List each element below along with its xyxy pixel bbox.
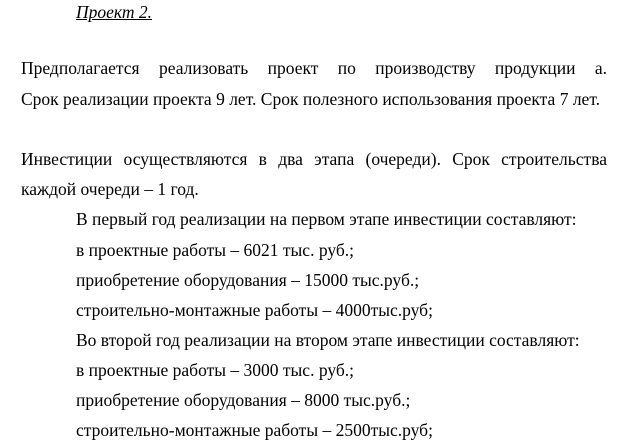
stage1-item: строительно-монтажные работы – 4000тыс.руб; bbox=[76, 300, 433, 320]
stage1-item: в проектные работы – 6021 тыс. руб.; bbox=[76, 240, 354, 260]
stage2-item: приобретение оборудования – 8000 тыс.руб.; bbox=[76, 390, 411, 410]
stage1-item: приобретение оборудования – 15000 тыс.руб.; bbox=[76, 270, 420, 290]
para1-line1: Предполагается реализовать проект по производству продукции а. bbox=[21, 58, 607, 78]
stage2-item: строительно-монтажные работы – 2500тыс.руб; bbox=[76, 420, 433, 440]
document-title: Проект 2. bbox=[76, 2, 152, 22]
stage2-heading: Во второй год реализации на втором этапе инвестиции составляют: bbox=[76, 330, 580, 350]
stage1-heading: В первый год реализации на первом этапе инвестиции составляют: bbox=[76, 209, 577, 229]
para2-line2: каждой очереди – 1 год. bbox=[21, 179, 199, 199]
para2-line1: Инвестиции осуществляются в два этапа (очереди). Срок строительства bbox=[21, 149, 607, 169]
stage2-item: в проектные работы – 3000 тыс. руб.; bbox=[76, 360, 354, 380]
para1-line2: Срок реализации проекта 9 лет. Срок полезного использования проекта 7 лет. bbox=[21, 89, 601, 109]
